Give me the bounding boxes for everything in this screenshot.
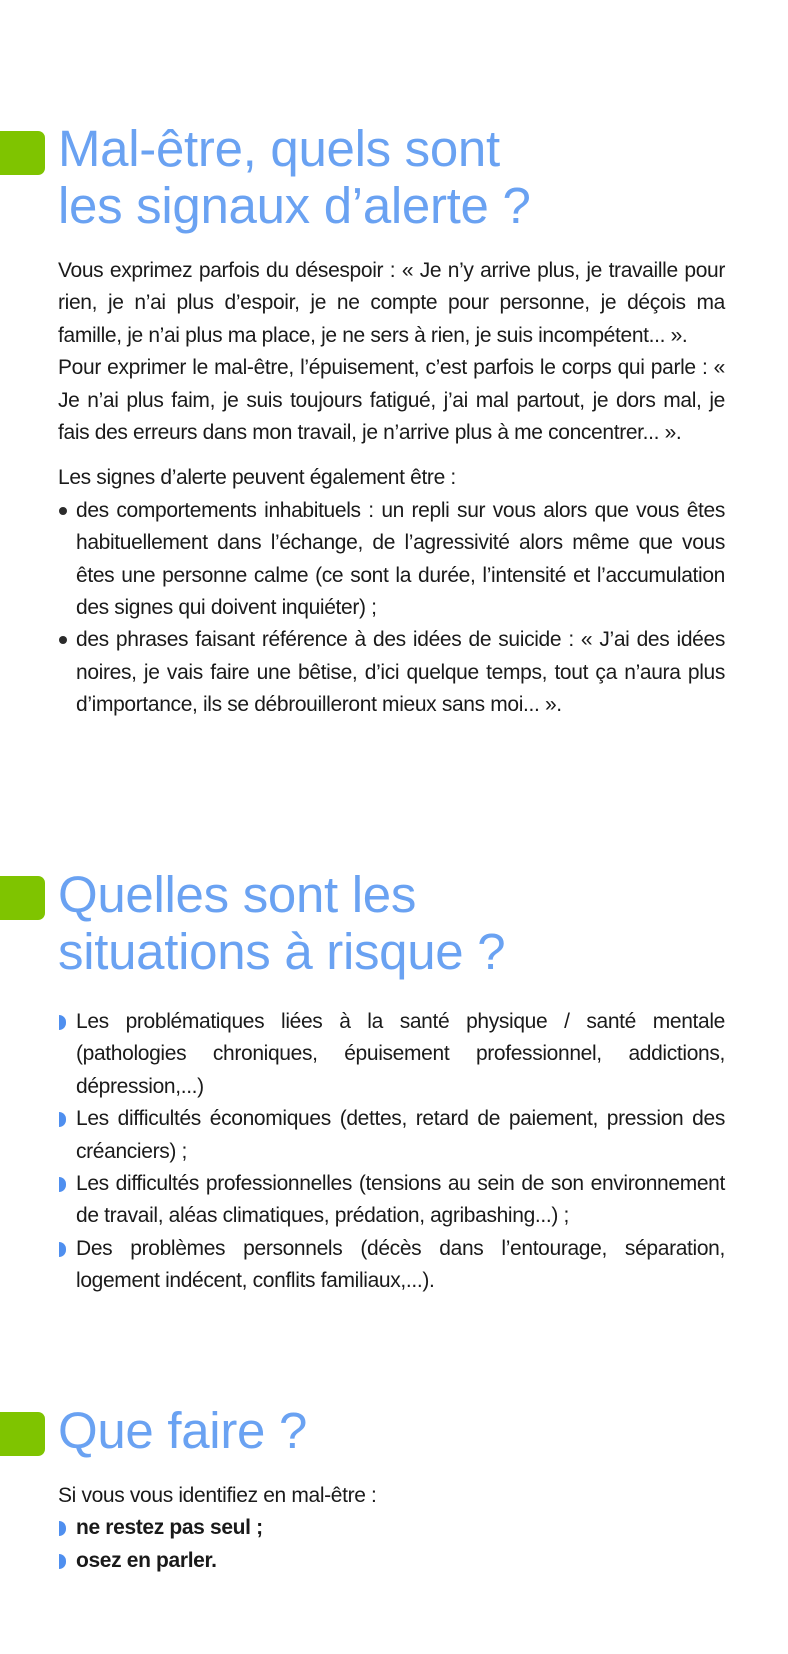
heading-line-2: les signaux d’alerte ?: [58, 177, 531, 234]
list-item-text: Des problèmes personnels (décès dans l’entourage, séparation, logement indécent, conflits familiaux,...).: [76, 1236, 725, 1293]
section-heading: [58, 120, 531, 234]
heading-line-2: situations à risque ?: [58, 923, 506, 980]
section-body: [58, 1480, 725, 1577]
round-bullet-icon: [59, 636, 67, 644]
blue-chevron-bullet-icon: [59, 1242, 66, 1257]
heading-line-1: Que faire ?: [58, 1402, 308, 1459]
blue-chevron-bullet-icon: [59, 1112, 66, 1127]
list-item: [58, 624, 725, 721]
blue-chevron-bullet-icon: [59, 1177, 66, 1192]
green-section-marker: [0, 1412, 45, 1456]
risk-situations-list: [58, 1006, 725, 1298]
heading-line-1: Quelles sont les: [58, 866, 417, 923]
list-item: [58, 1006, 725, 1103]
paragraph-despair: Vous exprimez parfois du désespoir : « Je n’y arrive plus, je travaille pour rien, je n’ai plus d’espoir, je ne compte pour personne, je déçois ma famille, je n’ai plus ma place, je ne sers à rien, je suis incompétent... ».: [58, 259, 725, 347]
list-item: [58, 495, 725, 625]
actions-list: [58, 1512, 725, 1577]
list-item-text: des phrases faisant référence à des idées de suicide : « J’ai des idées noires, je vais faire une bêtise, d’ici quelque temps, tout ça n’aura plus d’importance, ils se débrouilleront mieux sans moi... ».: [76, 628, 725, 717]
section-body: [58, 255, 725, 722]
list-item: [58, 1103, 725, 1168]
warning-signs-list: [58, 495, 725, 722]
section-body: [58, 1006, 725, 1298]
list-item: [58, 1168, 725, 1233]
blue-chevron-bullet-icon: [59, 1015, 66, 1030]
list-intro: Si vous vous identifiez en mal-être :: [58, 1484, 377, 1507]
list-intro: Les signes d’alerte peuvent également être :: [58, 466, 456, 490]
list-item-text: Les problématiques liées à la santé physique / santé mentale (pathologies chroniques, épuisement professionnel, addictions, dépression,...): [76, 1010, 725, 1098]
list-item: [58, 1545, 725, 1577]
list-item: [58, 1233, 725, 1298]
section-heading: [58, 1402, 307, 1459]
blue-chevron-bullet-icon: [59, 1521, 66, 1536]
section-heading: [58, 866, 505, 980]
paragraph-body-signals: Pour exprimer le mal-être, l’épuisement, c’est parfois le corps qui parle : « Je n’ai plus faim, je suis toujours fatigué, j’ai mal partout, je dors mal, je fais des erreurs dans mon travail, je n’arrive plus à me concentrer... ».: [58, 356, 725, 445]
list-item-text: des comportements inhabituels : un repli sur vous alors que vous êtes habituellement dans l’échange, de l’agressivité alors même que vous êtes une personne calme (ce sont la durée, l’intensité et l’accumulation des signes qui doivent inquiéter) ;: [76, 498, 725, 620]
round-bullet-icon: [59, 507, 67, 515]
list-item-text: ne restez pas seul ;: [76, 1516, 263, 1540]
list-item-text: Les difficultés économiques (dettes, retard de paiement, pression des créanciers) ;: [76, 1107, 725, 1163]
green-section-marker: [0, 876, 45, 920]
list-item: [58, 1512, 725, 1544]
heading-line-1: Mal-être, quels sont: [58, 120, 500, 177]
blue-chevron-bullet-icon: [59, 1554, 66, 1569]
list-item-text: osez en parler.: [76, 1548, 217, 1572]
list-item-text: Les difficultés professionnelles (tensions au sein de son environnement de travail, aléas climatiques, prédation, agribashing...) ;: [76, 1172, 725, 1228]
green-section-marker: [0, 131, 45, 175]
